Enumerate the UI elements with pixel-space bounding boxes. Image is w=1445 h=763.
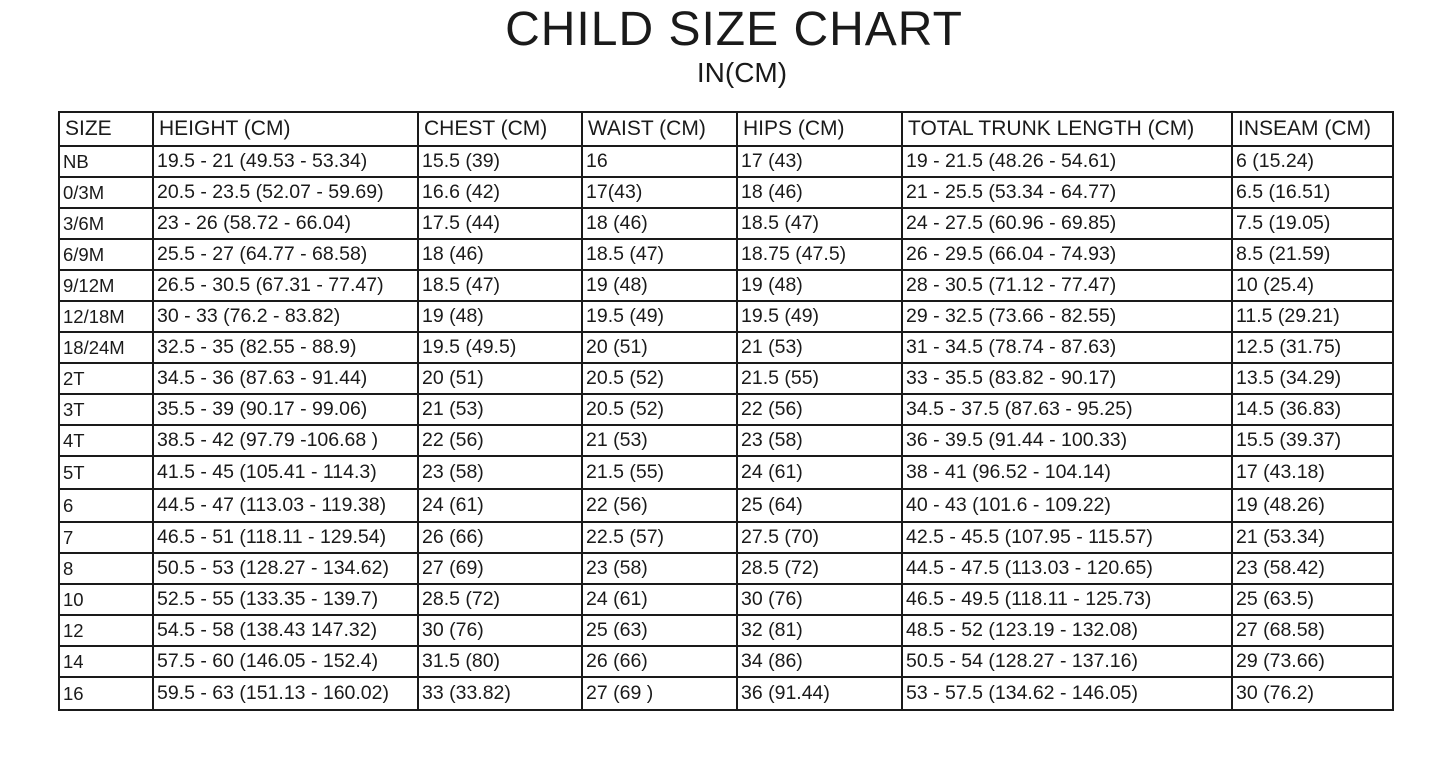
- cell-chest: 27 (69): [418, 553, 582, 584]
- cell-waist: 21.5 (55): [582, 456, 737, 489]
- cell-hips: 18.5 (47): [737, 208, 902, 239]
- cell-waist: 17(43): [582, 177, 737, 208]
- cell-height: 50.5 - 53 (128.27 - 134.62): [153, 553, 418, 584]
- cell-waist: 24 (61): [582, 584, 737, 615]
- cell-hips: 19 (48): [737, 270, 902, 301]
- cell-waist: 20.5 (52): [582, 363, 737, 394]
- cell-size: 14: [59, 646, 153, 677]
- header-chest: CHEST (CM): [418, 112, 582, 146]
- cell-waist: 21 (53): [582, 425, 737, 456]
- cell-hips: 36 (91.44): [737, 677, 902, 710]
- cell-inseam: 19 (48.26): [1232, 489, 1393, 522]
- cell-waist: 27 (69 ): [582, 677, 737, 710]
- cell-waist: 23 (58): [582, 553, 737, 584]
- header-height: HEIGHT (CM): [153, 112, 418, 146]
- cell-hips: 32 (81): [737, 615, 902, 646]
- table-row: [59, 677, 1393, 710]
- cell-chest: 18 (46): [418, 239, 582, 270]
- table-row: [59, 425, 1393, 456]
- table-row: [59, 270, 1393, 301]
- cell-height: 59.5 - 63 (151.13 - 160.02): [153, 677, 418, 710]
- cell-hips: 18 (46): [737, 177, 902, 208]
- cell-trunk-length: 26 - 29.5 (66.04 - 74.93): [902, 239, 1232, 270]
- cell-waist: 19.5 (49): [582, 301, 737, 332]
- cell-inseam: 6 (15.24): [1232, 146, 1393, 177]
- table-row: [59, 646, 1393, 677]
- header-hips: HIPS (CM): [737, 112, 902, 146]
- cell-size: 6: [59, 489, 153, 522]
- cell-height: 54.5 - 58 (138.43 147.32): [153, 615, 418, 646]
- cell-size: 2T: [59, 363, 153, 394]
- cell-chest: 21 (53): [418, 394, 582, 425]
- cell-trunk-length: 31 - 34.5 (78.74 - 87.63): [902, 332, 1232, 363]
- size-chart-table: [58, 111, 1394, 711]
- cell-size: 0/3M: [59, 177, 153, 208]
- cell-chest: 17.5 (44): [418, 208, 582, 239]
- cell-inseam: 30 (76.2): [1232, 677, 1393, 710]
- cell-inseam: 8.5 (21.59): [1232, 239, 1393, 270]
- cell-trunk-length: 38 - 41 (96.52 - 104.14): [902, 456, 1232, 489]
- cell-hips: 30 (76): [737, 584, 902, 615]
- cell-waist: 22.5 (57): [582, 522, 737, 553]
- cell-inseam: 29 (73.66): [1232, 646, 1393, 677]
- table-row: [59, 456, 1393, 489]
- cell-trunk-length: 36 - 39.5 (91.44 - 100.33): [902, 425, 1232, 456]
- cell-trunk-length: 44.5 - 47.5 (113.03 - 120.65): [902, 553, 1232, 584]
- cell-trunk-length: 28 - 30.5 (71.12 - 77.47): [902, 270, 1232, 301]
- cell-hips: 21 (53): [737, 332, 902, 363]
- table-row: [59, 363, 1393, 394]
- table-row: [59, 489, 1393, 522]
- table-row: [59, 332, 1393, 363]
- cell-hips: 18.75 (47.5): [737, 239, 902, 270]
- cell-waist: 19 (48): [582, 270, 737, 301]
- cell-height: 20.5 - 23.5 (52.07 - 59.69): [153, 177, 418, 208]
- page-title: CHILD SIZE CHART: [505, 3, 963, 56]
- cell-waist: 26 (66): [582, 646, 737, 677]
- cell-trunk-length: 34.5 - 37.5 (87.63 - 95.25): [902, 394, 1232, 425]
- header-size: SIZE: [59, 112, 153, 146]
- cell-chest: 30 (76): [418, 615, 582, 646]
- cell-trunk-length: 21 - 25.5 (53.34 - 64.77): [902, 177, 1232, 208]
- cell-size: 5T: [59, 456, 153, 489]
- cell-waist: 22 (56): [582, 489, 737, 522]
- table-row: [59, 394, 1393, 425]
- cell-inseam: 7.5 (19.05): [1232, 208, 1393, 239]
- table-row: [59, 146, 1393, 177]
- cell-height: 30 - 33 (76.2 - 83.82): [153, 301, 418, 332]
- cell-inseam: 10 (25.4): [1232, 270, 1393, 301]
- table-row: [59, 584, 1393, 615]
- cell-trunk-length: 50.5 - 54 (128.27 - 137.16): [902, 646, 1232, 677]
- cell-chest: 23 (58): [418, 456, 582, 489]
- unit-subtitle: IN(CM): [696, 57, 788, 88]
- cell-height: 35.5 - 39 (90.17 - 99.06): [153, 394, 418, 425]
- cell-inseam: 11.5 (29.21): [1232, 301, 1393, 332]
- cell-inseam: 23 (58.42): [1232, 553, 1393, 584]
- table-row: [59, 615, 1393, 646]
- cell-trunk-length: 40 - 43 (101.6 - 109.22): [902, 489, 1232, 522]
- table-row: [59, 239, 1393, 270]
- cell-hips: 34 (86): [737, 646, 902, 677]
- table-row: [59, 301, 1393, 332]
- cell-trunk-length: 48.5 - 52 (123.19 - 132.08): [902, 615, 1232, 646]
- cell-inseam: 25 (63.5): [1232, 584, 1393, 615]
- cell-size: 8: [59, 553, 153, 584]
- cell-chest: 20 (51): [418, 363, 582, 394]
- cell-trunk-length: 42.5 - 45.5 (107.95 - 115.57): [902, 522, 1232, 553]
- cell-chest: 31.5 (80): [418, 646, 582, 677]
- cell-waist: 20 (51): [582, 332, 737, 363]
- cell-hips: 23 (58): [737, 425, 902, 456]
- cell-inseam: 17 (43.18): [1232, 456, 1393, 489]
- cell-trunk-length: 53 - 57.5 (134.62 - 146.05): [902, 677, 1232, 710]
- cell-height: 52.5 - 55 (133.35 - 139.7): [153, 584, 418, 615]
- cell-waist: 16: [582, 146, 737, 177]
- cell-height: 26.5 - 30.5 (67.31 - 77.47): [153, 270, 418, 301]
- cell-inseam: 27 (68.58): [1232, 615, 1393, 646]
- cell-size: 18/24M: [59, 332, 153, 363]
- cell-size: 9/12M: [59, 270, 153, 301]
- cell-size: 10: [59, 584, 153, 615]
- cell-size: 16: [59, 677, 153, 710]
- cell-trunk-length: 33 - 35.5 (83.82 - 90.17): [902, 363, 1232, 394]
- cell-waist: 25 (63): [582, 615, 737, 646]
- cell-chest: 15.5 (39): [418, 146, 582, 177]
- cell-inseam: 14.5 (36.83): [1232, 394, 1393, 425]
- table-row: [59, 553, 1393, 584]
- cell-hips: 27.5 (70): [737, 522, 902, 553]
- cell-height: 23 - 26 (58.72 - 66.04): [153, 208, 418, 239]
- cell-chest: 33 (33.82): [418, 677, 582, 710]
- cell-height: 38.5 - 42 (97.79 -106.68 ): [153, 425, 418, 456]
- cell-chest: 22 (56): [418, 425, 582, 456]
- cell-inseam: 15.5 (39.37): [1232, 425, 1393, 456]
- cell-size: 7: [59, 522, 153, 553]
- cell-hips: 21.5 (55): [737, 363, 902, 394]
- cell-inseam: 21 (53.34): [1232, 522, 1393, 553]
- cell-inseam: 13.5 (34.29): [1232, 363, 1393, 394]
- table-row: [59, 177, 1393, 208]
- cell-chest: 26 (66): [418, 522, 582, 553]
- cell-chest: 19.5 (49.5): [418, 332, 582, 363]
- cell-trunk-length: 19 - 21.5 (48.26 - 54.61): [902, 146, 1232, 177]
- cell-height: 25.5 - 27 (64.77 - 68.58): [153, 239, 418, 270]
- cell-waist: 20.5 (52): [582, 394, 737, 425]
- header-row: [59, 112, 1393, 146]
- cell-size: 3T: [59, 394, 153, 425]
- cell-hips: 25 (64): [737, 489, 902, 522]
- cell-size: 12/18M: [59, 301, 153, 332]
- header-waist: WAIST (CM): [582, 112, 737, 146]
- cell-height: 41.5 - 45 (105.41 - 114.3): [153, 456, 418, 489]
- cell-size: NB: [59, 146, 153, 177]
- header-inseam: INSEAM (CM): [1232, 112, 1393, 146]
- cell-size: 3/6M: [59, 208, 153, 239]
- cell-trunk-length: 46.5 - 49.5 (118.11 - 125.73): [902, 584, 1232, 615]
- cell-waist: 18.5 (47): [582, 239, 737, 270]
- cell-chest: 16.6 (42): [418, 177, 582, 208]
- cell-height: 19.5 - 21 (49.53 - 53.34): [153, 146, 418, 177]
- table-row: [59, 208, 1393, 239]
- cell-trunk-length: 24 - 27.5 (60.96 - 69.85): [902, 208, 1232, 239]
- cell-inseam: 12.5 (31.75): [1232, 332, 1393, 363]
- cell-height: 46.5 - 51 (118.11 - 129.54): [153, 522, 418, 553]
- cell-hips: 28.5 (72): [737, 553, 902, 584]
- cell-hips: 24 (61): [737, 456, 902, 489]
- cell-chest: 19 (48): [418, 301, 582, 332]
- cell-height: 32.5 - 35 (82.55 - 88.9): [153, 332, 418, 363]
- cell-hips: 19.5 (49): [737, 301, 902, 332]
- cell-size: 12: [59, 615, 153, 646]
- cell-size: 6/9M: [59, 239, 153, 270]
- cell-hips: 22 (56): [737, 394, 902, 425]
- cell-chest: 24 (61): [418, 489, 582, 522]
- cell-hips: 17 (43): [737, 146, 902, 177]
- cell-height: 34.5 - 36 (87.63 - 91.44): [153, 363, 418, 394]
- cell-trunk-length: 29 - 32.5 (73.66 - 82.55): [902, 301, 1232, 332]
- header-trunk-length: TOTAL TRUNK LENGTH (CM): [902, 112, 1232, 146]
- cell-waist: 18 (46): [582, 208, 737, 239]
- cell-size: 4T: [59, 425, 153, 456]
- cell-inseam: 6.5 (16.51): [1232, 177, 1393, 208]
- cell-height: 44.5 - 47 (113.03 - 119.38): [153, 489, 418, 522]
- cell-chest: 28.5 (72): [418, 584, 582, 615]
- cell-height: 57.5 - 60 (146.05 - 152.4): [153, 646, 418, 677]
- cell-chest: 18.5 (47): [418, 270, 582, 301]
- table-row: [59, 522, 1393, 553]
